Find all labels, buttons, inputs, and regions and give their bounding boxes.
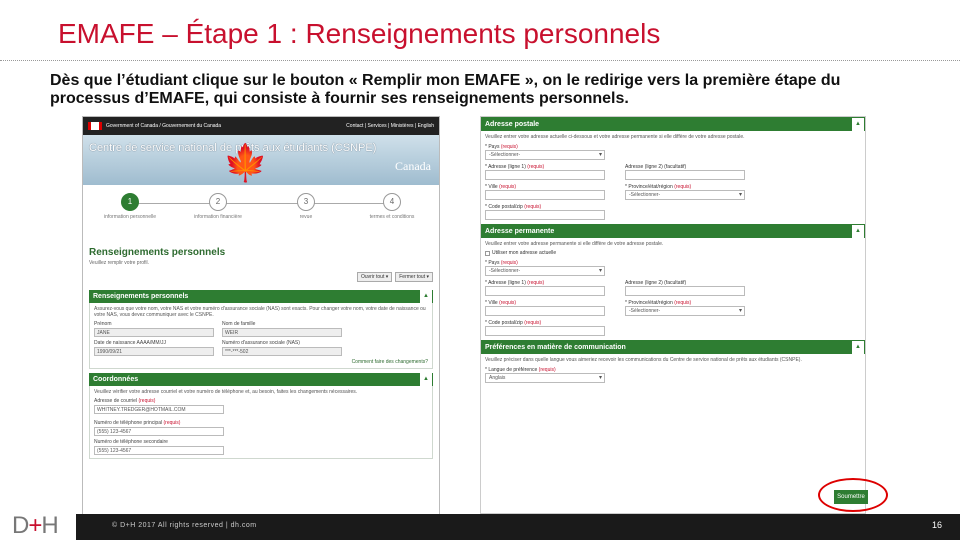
- title-rule: [0, 60, 960, 61]
- panel-title: Adresse postale: [485, 120, 540, 128]
- gc-department: Government of Canada / Gouvernement du Canada: [106, 122, 222, 129]
- step-label: information personnelle: [104, 214, 156, 220]
- required-tag: (requis): [500, 144, 518, 150]
- step-label: termes et conditions: [369, 214, 415, 220]
- address2-input[interactable]: [625, 286, 745, 296]
- gc-nav-links[interactable]: Contact | Services | Ministères | English: [346, 123, 434, 129]
- phone1-label: [94, 420, 428, 426]
- postal-panel-header[interactable]: [481, 117, 865, 131]
- panel-title: Adresse permanente: [485, 227, 555, 235]
- address-screenshot: [480, 116, 866, 514]
- last-name-label: Nom de famille: [222, 321, 256, 327]
- required-tag: (requis): [499, 300, 517, 306]
- postal-code-input[interactable]: [485, 210, 605, 220]
- address2-input[interactable]: [625, 170, 745, 180]
- postal-code-label: * Code postal/zip (requis): [485, 204, 542, 210]
- checkbox-label: Utiliser mon adresse actuelle: [492, 250, 557, 256]
- city-input[interactable]: [485, 190, 605, 200]
- personal-info-panel: [89, 303, 433, 369]
- checkbox-icon[interactable]: [485, 251, 490, 256]
- label-text: Province/état/région: [628, 184, 673, 190]
- sin-field: ***-***-502: [222, 347, 342, 356]
- address1-input[interactable]: [485, 170, 605, 180]
- submit-button[interactable]: Soumettre: [834, 490, 868, 504]
- first-name-field: JANE: [94, 328, 214, 337]
- comm-panel-header[interactable]: [481, 340, 865, 354]
- label-text: Province/état/région: [628, 300, 673, 306]
- address2-label: Adresse (ligne 2) (facultatif): [625, 164, 687, 170]
- permanent-panel: [481, 238, 865, 340]
- panel-description: Assurez-vous que votre nom, votre NAS et votre numéro d'assurance sociale (NAS) sont exacts. Pour changer votre nom, votre date de naissance ou votre NAS, vous devez communiquer avec le CSNPE.: [94, 306, 426, 318]
- label-text: Code postal/zip: [488, 320, 523, 326]
- collapse-caret-icon[interactable]: ▲: [852, 225, 864, 238]
- step-1[interactable]: [95, 193, 165, 220]
- expand-controls: [83, 268, 439, 286]
- province-select[interactable]: -Sélectionner- ▾: [625, 306, 745, 316]
- label-text: Ville: [488, 184, 498, 190]
- canada-wordmark: Canada: [395, 159, 431, 173]
- phone2-label: Numéro de téléphone secondaire: [94, 439, 168, 445]
- expand-all-button[interactable]: Ouvrir tout ▾: [357, 272, 392, 282]
- required-tag: (requis): [527, 164, 545, 170]
- city-input[interactable]: [485, 306, 605, 316]
- country-select[interactable]: -Sélectionner- ▾: [485, 266, 605, 276]
- province-label: * Province/état/région (requis): [625, 184, 692, 190]
- label-text: Adresse (ligne 1): [488, 280, 526, 286]
- label-text: Langue de préférence: [488, 367, 538, 373]
- collapse-caret-icon[interactable]: ▲: [420, 373, 432, 386]
- address1-label: * Adresse (ligne 1) (requis): [485, 280, 545, 286]
- label-text: Pays: [488, 260, 500, 266]
- gc-header-bar: [83, 117, 439, 135]
- required-tag: (requis): [527, 280, 545, 286]
- panel-title: Renseignements personnels: [93, 293, 189, 300]
- postal-panel: [481, 131, 865, 224]
- city-label: * Ville (requis): [485, 300, 517, 306]
- required-tag: (requis): [538, 367, 556, 373]
- language-label: * Langue de préférence (requis): [485, 367, 556, 373]
- address1-input[interactable]: [485, 286, 605, 296]
- label-text: Ville: [488, 300, 498, 306]
- banner-title: Centre de service national de prêts aux étudiants (CSNPE): [89, 142, 377, 154]
- phone1-field[interactable]: (555) 123-4567: [94, 427, 224, 436]
- email-label: [94, 398, 428, 404]
- permanent-panel-header[interactable]: [481, 224, 865, 238]
- city-label: * Ville (requis): [485, 184, 517, 190]
- email-field[interactable]: WHITNEY.TREDGER@HOTMAIL.COM: [94, 405, 224, 414]
- csnpe-banner: [83, 135, 439, 185]
- collapse-caret-icon[interactable]: ▲: [852, 341, 864, 354]
- address1-label: * Adresse (ligne 1) (requis): [485, 164, 545, 170]
- step-label: information financière: [194, 214, 242, 220]
- panel-description: Veuillez entrer votre adresse permanente si elle diffère de votre adresse postale.: [485, 241, 664, 247]
- required-tag: (requis): [674, 184, 692, 190]
- phone1-label-text: Numéro de téléphone principal: [94, 420, 163, 426]
- required-tag: (requis): [138, 398, 156, 404]
- canada-flag-icon: [88, 122, 102, 130]
- intro-text: Dès que l’étudiant clique sur le bouton « Remplir mon EMAFE », on le redirige vers la première étape du processus d’EMAFE, qui consiste à fournir ses renseignements personnels.: [50, 72, 841, 107]
- country-label: * Pays (requis): [485, 144, 518, 150]
- panel-description: Veuillez vérifier votre adresse courriel et votre numéro de téléphone et, au besoin, faites les changements nécessaires.: [94, 389, 358, 395]
- panel-description: Veuillez entrer votre adresse actuelle ci-dessous et votre adresse permanente si elle diffère de votre adresse postale.: [485, 134, 745, 140]
- required-tag: (requis): [674, 300, 692, 306]
- required-tag: (requis): [524, 320, 542, 326]
- first-name-label: Prénom: [94, 321, 112, 327]
- sin-label: Numéro d'assurance sociale (NAS): [222, 340, 300, 346]
- logo-plus: +: [28, 512, 42, 539]
- address2-label: Adresse (ligne 2) (facultatif): [625, 280, 687, 286]
- maple-leaf-icon: 🍁: [223, 142, 268, 183]
- use-current-address-checkbox[interactable]: [485, 250, 861, 256]
- step-number: 3: [297, 193, 315, 211]
- logo-d: D: [12, 512, 29, 539]
- label-text: Pays: [488, 144, 500, 150]
- collapse-all-button[interactable]: Fermer tout ▾: [395, 272, 433, 282]
- progress-steps: [83, 185, 439, 247]
- step-3[interactable]: [271, 193, 341, 220]
- language-select[interactable]: Anglais ▾: [485, 373, 605, 383]
- postal-code-input[interactable]: [485, 326, 605, 336]
- personal-info-screenshot: [82, 116, 440, 538]
- step-number: 4: [383, 193, 401, 211]
- contact-panel-header[interactable]: [89, 373, 433, 386]
- required-tag: (requis): [163, 420, 181, 426]
- dob-field: 1990/09/21: [94, 347, 214, 356]
- page-number: 16: [931, 520, 942, 530]
- label-text: Adresse (ligne 1): [488, 164, 526, 170]
- page-subheading: Veuillez remplir votre profil.: [89, 260, 150, 266]
- collapse-caret-icon[interactable]: ▲: [420, 290, 432, 303]
- phone2-field[interactable]: (555) 123-4567: [94, 446, 224, 455]
- steps-connector: [129, 203, 395, 204]
- label-text: Code postal/zip: [488, 204, 523, 210]
- collapse-caret-icon[interactable]: ▲: [852, 118, 864, 131]
- dh-logo: [12, 512, 58, 540]
- step-number: 1: [121, 193, 139, 211]
- personal-info-panel-header[interactable]: [89, 290, 433, 303]
- required-tag: (requis): [524, 204, 542, 210]
- province-label: * Province/état/région (requis): [625, 300, 692, 306]
- slide-title: EMAFE – Étape 1 : Renseignements personnels: [58, 18, 661, 49]
- how-to-change-link[interactable]: Comment faire des changements?: [351, 359, 428, 365]
- step-number: 2: [209, 193, 227, 211]
- country-select[interactable]: -Sélectionner- ▾: [485, 150, 605, 160]
- last-name-field: WEIR: [222, 328, 342, 337]
- step-label: revue: [299, 214, 313, 220]
- comm-panel: [481, 354, 865, 387]
- copyright-text: © D+H 2017 All rights reserved | dh.com: [112, 522, 257, 529]
- dob-label: Date de naissance AAAA/MM/JJ: [94, 340, 166, 346]
- contact-panel: [89, 386, 433, 459]
- logo-h: H: [41, 512, 58, 539]
- country-label: * Pays (requis): [485, 260, 518, 266]
- province-select[interactable]: -Sélectionner- ▾: [625, 190, 745, 200]
- panel-title: Préférences en matière de communication: [485, 343, 626, 351]
- required-tag: (requis): [499, 184, 517, 190]
- required-tag: (requis): [500, 260, 518, 266]
- panel-title: Coordonnées: [93, 376, 139, 383]
- panel-description: Veuillez préciser dans quelle langue vous aimeriez recevoir les communications du Centre de service national de prêts aux étudiants (CSNPE).: [485, 357, 802, 363]
- page-heading: Renseignements personnels: [89, 247, 226, 258]
- step-4[interactable]: [357, 193, 427, 220]
- step-2[interactable]: [183, 193, 253, 220]
- postal-code-label: * Code postal/zip (requis): [485, 320, 542, 326]
- highlight-circle: [818, 478, 888, 512]
- email-label-text: Adresse de courriel: [94, 398, 138, 404]
